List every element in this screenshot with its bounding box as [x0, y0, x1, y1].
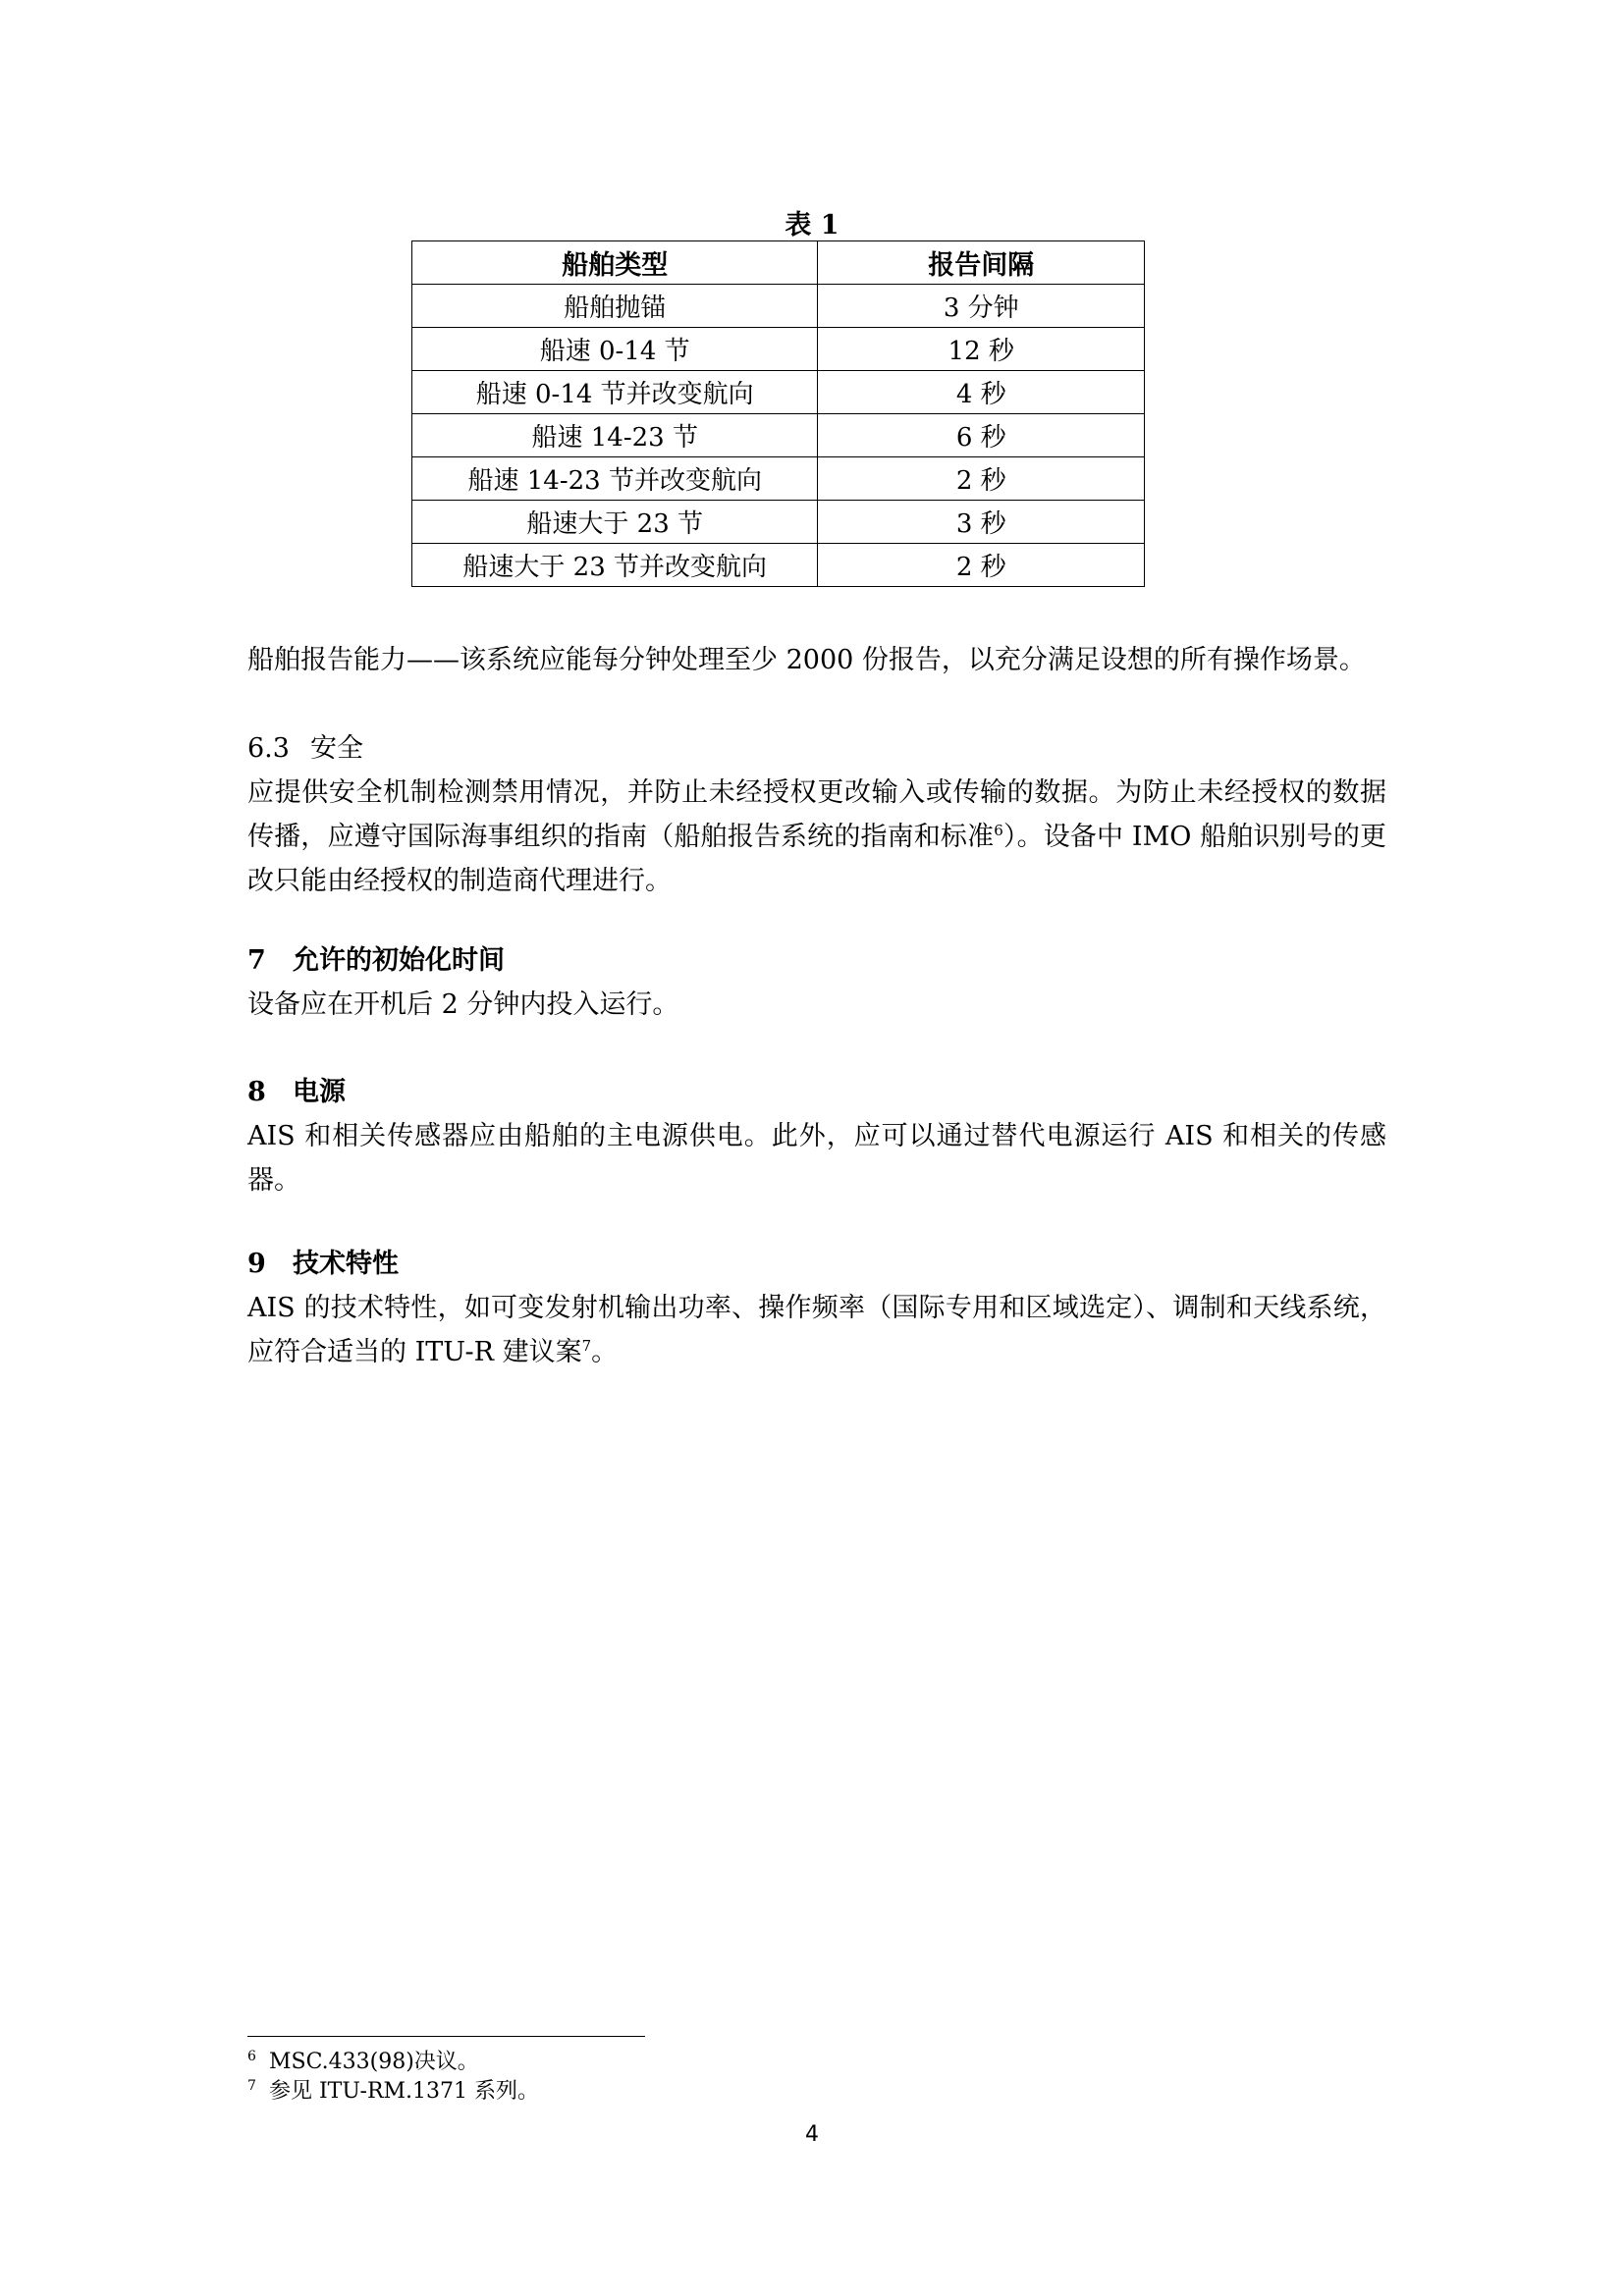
footnote-6: 6 MSC.433(98)决议。 [247, 2048, 479, 2074]
table-row [412, 371, 1145, 414]
table-caption: 表 1 [785, 210, 839, 240]
footnote-7: 7 参见 ITU-RM.1371 系列。 [247, 2077, 540, 2104]
footnote-ref-6: 6 [994, 822, 1003, 839]
table-cell-ship-type: 船速 0-14 节 [412, 328, 818, 371]
table-cell-ship-type: 船速 0-14 节并改变航向 [412, 371, 818, 414]
table-row [412, 544, 1145, 587]
table-cell-interval: 2 秒 [818, 544, 1145, 587]
table-header-report-interval: 报告间隔 [818, 241, 1145, 285]
table-row [412, 285, 1145, 328]
table-cell-interval: 6 秒 [818, 414, 1145, 457]
table-row [412, 414, 1145, 457]
section-6-3-heading [247, 726, 1386, 771]
table-cell-interval: 4 秒 [818, 371, 1145, 414]
section-title: 技术特性 [293, 1249, 399, 1279]
section-number: 6.3 [247, 733, 290, 764]
table-cell-interval: 2 秒 [818, 457, 1145, 501]
footnote-separator [247, 2036, 645, 2037]
section-number: 9 [247, 1249, 266, 1279]
table-cell-interval: 12 秒 [818, 328, 1145, 371]
capacity-paragraph: 船舶报告能力——该系统应能每分钟处理至少 2000 份报告，以充分满足设想的所有操作场景。 [247, 645, 1366, 675]
section-9-heading [247, 1242, 399, 1286]
reporting-interval-table [411, 240, 1145, 587]
table-header-row [412, 241, 1145, 285]
table-cell-ship-type: 船速大于 23 节 [412, 501, 818, 544]
table-cell-ship-type: 船速 14-23 节并改变航向 [412, 457, 818, 501]
table-row [412, 501, 1145, 544]
table-cell-ship-type: 船速大于 23 节并改变航向 [412, 544, 818, 587]
page-number: 4 [805, 2122, 819, 2147]
section-6-3-paragraph: 应提供安全机制检测禁用情况，并防止未经授权更改输入或传输的数据。为防止未经授权的数据传播，应遵守国际海事组织的指南（船舶报告系统的指南和标准$^6$）。设备中 IMO 船舶识别号的更改只能由经授权的制造商代理进行。 [247, 777, 1386, 896]
table-cell-interval: 3 秒 [818, 501, 1145, 544]
section-8-paragraph: AIS 和相关传感器应由船舶的主电源供电。此外，应可以通过替代电源运行 AIS 和相关的传感器。 [247, 1121, 1386, 1196]
table-cell-ship-type: 船速 14-23 节 [412, 414, 818, 457]
table-row [412, 328, 1145, 371]
section-title: 电源 [293, 1077, 346, 1107]
section-number: 8 [247, 1077, 266, 1107]
table-cell-ship-type: 船舶抛锚 [412, 285, 818, 328]
section-number: 7 [247, 945, 266, 976]
section-title: 安全 [310, 733, 363, 764]
table-header-ship-type: 船舶类型 [412, 241, 818, 285]
table-row [412, 457, 1145, 501]
footnote-text: MSC.433(98)决议。 [269, 2050, 479, 2074]
section-8-heading [247, 1070, 346, 1114]
section-7-heading [247, 938, 505, 983]
section-7-paragraph: 设备应在开机后 2 分钟内投入运行。 [247, 989, 679, 1020]
table-cell-interval: 3 分钟 [818, 285, 1145, 328]
footnote-ref-7: 7 [581, 1337, 592, 1355]
section-title: 允许的初始化时间 [293, 945, 505, 976]
footnote-text: 参见 ITU-RM.1371 系列。 [269, 2079, 540, 2104]
section-9-paragraph: AIS 的技术特性，如可变发射机输出功率、操作频率（国际专用和区域选定）、调制和天线系统，应符合适当的 ITU-R 建议案$^7$。 [247, 1293, 1386, 1367]
